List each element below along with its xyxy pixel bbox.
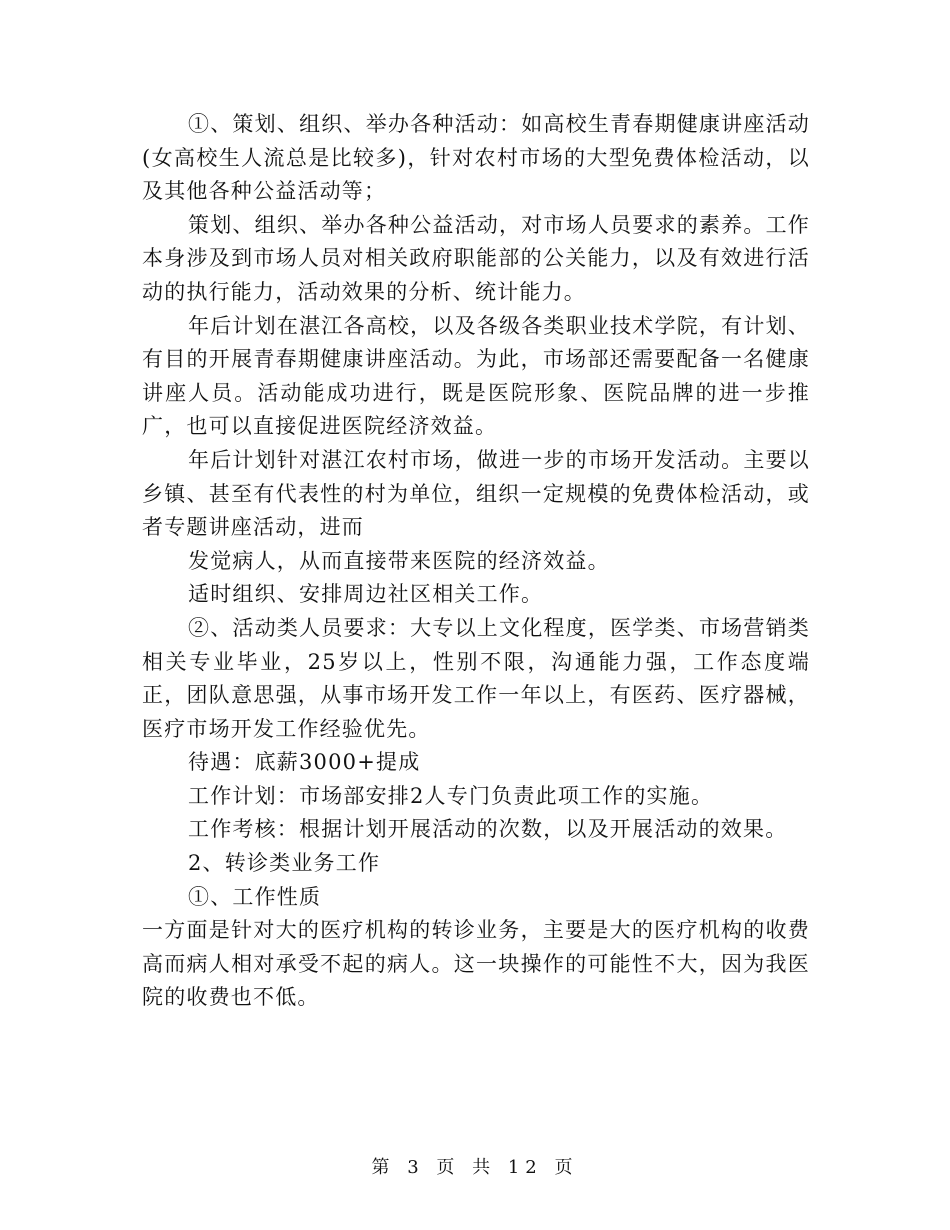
- paragraph-staff-requirements: ②、活动类人员要求：大专以上文化程度，医学类、市场营销类相关专业毕业，25岁以上，性别不限，沟通能力强，工作态度端正，团队意思强，从事市场开发工作一年以上，有医药、医疗器械，医疗市场开发工作经验优先。: [142, 615, 810, 741]
- document-body: [142, 108, 810, 1015]
- paragraph-work-plan: 工作计划：市场部安排2人专门负责此项工作的实施。: [188, 783, 714, 808]
- paragraph-college-lectures: 年后计划在湛江各高校，以及各级各类职业技术学院，有计划、有目的开展青春期健康讲座活动。为此，市场部还需要配备一名健康讲座人员。活动能成功进行，既是医院形象、医院品牌的进一步推广，也可以直接促进医院经济效益。: [142, 313, 810, 439]
- paragraph-rural-market: 年后计划针对湛江农村市场，做进一步的市场开发活动。主要以乡镇、甚至有代表性的村为单位，组织一定规模的免费体检活动，或者专题讲座活动，进而: [142, 447, 810, 540]
- paragraph-activities-planning: ①、策划、组织、举办各种活动：如高校生青春期健康讲座活动(女高校生人流总是比较多)，针对农村市场的大型免费体检活动，以及其他各种公益活动等；: [142, 112, 810, 204]
- section-heading-referral: 2、转诊类业务工作: [188, 851, 381, 876]
- paragraph-community-work: 适时组织、安排周边社区相关工作。: [188, 582, 544, 607]
- subheading-work-nature: ①、工作性质: [188, 884, 322, 909]
- paragraph-salary: 待遇：底薪3000+提成: [188, 750, 421, 775]
- paragraph-public-welfare: 策划、组织、举办各种公益活动，对市场人员要求的素养。工作本身涉及到市场人员对相关政府职能部的公关能力，以及有效进行活动的执行能力，活动效果的分析、统计能力。: [142, 212, 810, 304]
- paragraph-referral-business: 一方面是针对大的医疗机构的转诊业务，主要是大的医疗机构的收费高而病人相对承受不起的病人。这一块操作的可能性不大，因为我医院的收费也不低。: [142, 918, 810, 1010]
- paragraph-work-assessment: 工作考核：根据计划开展活动的次数，以及开展活动的效果。: [188, 817, 788, 842]
- paragraph-discover-patients: 发觉病人，从而直接带来医院的经济效益。: [188, 548, 610, 573]
- page-footer: 第 3 页 共 12 页: [371, 1157, 579, 1178]
